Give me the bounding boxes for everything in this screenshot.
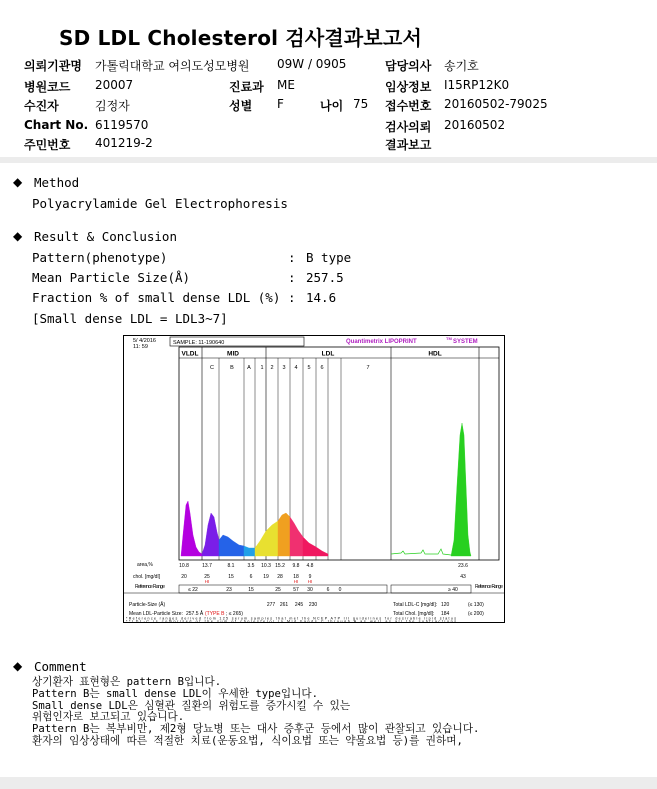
chart-brand-sup: TM <box>446 336 452 341</box>
report-label: 결과보고 <box>385 138 432 152</box>
chart-time: 11: 59 <box>133 344 148 350</box>
chart-ref-value: 57 <box>293 587 299 593</box>
chart-ref-value: 25 <box>275 587 281 593</box>
chart-particle-size: 261 <box>279 602 289 608</box>
patient-value: 김정자 <box>95 99 130 113</box>
report-title: SD LDL Cholesterol 검사결과보고서 <box>59 26 422 50</box>
comment-body <box>32 677 479 748</box>
chart-area-value: 4.8 <box>306 563 314 569</box>
result-label-size: Mean Particle Size(Å) <box>32 270 191 285</box>
chart-hi-flag: HI <box>293 579 299 584</box>
chart-ref-value: 0 <box>338 587 342 593</box>
result-value-pattern: B type <box>306 250 352 265</box>
section-divider <box>0 157 657 163</box>
chart-chol-value: 28 <box>277 574 283 580</box>
chart-chol-value: 19 <box>263 574 269 580</box>
chart-area-value: 10.3 <box>261 563 271 569</box>
sex-value: F <box>277 97 284 111</box>
chart-brand: Quantimetrix LIPOPRINT <box>346 339 417 345</box>
result-label-fraction: Fraction % of small dense LDL (%) <box>32 290 281 305</box>
chart-row-ref-label-right: Reference Range <box>475 584 503 590</box>
chart-chol-value: 25 <box>204 574 210 580</box>
comment-line: Pattern B는 복부비만, 제2형 당뇨병 또는 대사 증후군 등에서 많이 관찰되고 있습니다. <box>32 723 480 736</box>
chart-band-6: 6 <box>320 365 324 371</box>
chart-particle-size: 277 <box>266 602 276 608</box>
chart-total-ldl-label: Total LDL-C [mg/dl]: <box>393 602 438 608</box>
ward-value: 09W / 0905 <box>277 57 347 71</box>
chart-hi-flag: HI <box>204 579 210 584</box>
result-heading: Result & Conclusion <box>34 229 177 244</box>
chart-area-value: 23.6 <box>458 563 468 569</box>
chart-ref-value: 30 <box>307 587 313 593</box>
chart-chol-value: 6 <box>249 574 253 580</box>
dept-value: ME <box>277 78 295 92</box>
chart-mean-size-value: 257.5 Å <box>186 611 204 617</box>
chart-chol-value: 20 <box>181 574 187 580</box>
diamond-bullet-icon: ◆ <box>13 175 23 189</box>
chart-band-1: 1 <box>260 365 264 371</box>
bottom-bar <box>0 777 657 789</box>
chart-group-hdl: HDL <box>428 350 442 358</box>
chart-chol-value: 43 <box>460 574 466 580</box>
chart-mean-size-type: (TYPE B <box>205 611 225 617</box>
chart-area-value: 13.7 <box>202 563 212 569</box>
receipt-label: 접수번호 <box>385 99 432 113</box>
chart-particle-size: 245 <box>294 602 304 608</box>
chart-row-area-label: area,% <box>137 562 153 568</box>
chart-area-value: 9.8 <box>292 563 300 569</box>
diamond-bullet-icon: ◆ <box>13 659 23 673</box>
chart-band-a: A <box>247 365 251 371</box>
hospital-code-label: 병원코드 <box>24 80 71 94</box>
age-label: 나이 <box>320 99 344 113</box>
chart-total-chol-value: 184 <box>441 611 450 617</box>
chart-chol-value: 9 <box>308 574 312 580</box>
age-value: 75 <box>353 97 369 111</box>
result-label-pattern: Pattern(phenotype) <box>32 250 168 265</box>
chart-ref-value: ≤ 22 <box>188 587 198 593</box>
chart-total-ldl-ref: (≤ 130) <box>468 602 484 608</box>
comment-line: 상기환자 표현형은 pattern B입니다. <box>32 676 222 688</box>
receipt-value: 20160502-79025 <box>444 97 548 111</box>
result-sep: : <box>288 290 296 305</box>
diamond-bullet-icon: ◆ <box>13 229 23 243</box>
chart-area-value: 10.8 <box>179 563 189 569</box>
chart-band-7: 7 <box>366 365 370 371</box>
chart-row-ref-label: Reference Range <box>135 584 165 590</box>
comment-line: 환자의 임상상태에 따른 적절한 치료(운동요법, 식이요법 또는 약물요법 등)를 권하며, <box>32 734 463 747</box>
comment-line: Pattern B는 small dense LDL이 우세한 type입니다. <box>32 687 318 700</box>
chart-band-c: C <box>210 365 214 371</box>
chart-total-chol-ref: (≤ 200) <box>468 611 484 617</box>
chart-mean-size-ref: ; ≤ 265) <box>226 611 243 617</box>
method-heading: Method <box>34 175 80 190</box>
chart-footnote-2: **LDL-C is comprised of the sum of cholesterol in Mid bands C through A as well as all the subfractions <box>126 619 456 623</box>
chart-area-ldl2 <box>278 513 290 556</box>
chart-mean-size-label: Mean LDL-Particle Size: <box>129 611 183 617</box>
chart-area-value: 15.2 <box>275 563 285 569</box>
rrn-value: 401219-2 <box>95 136 153 150</box>
chart-no-value: 6119570 <box>95 118 149 132</box>
result-note: [Small dense LDL = LDL3~7] <box>32 311 228 326</box>
comment-line: Small dense LDL은 심혈관 질환의 위험도를 증가시킬 수 있는 <box>32 699 351 712</box>
chart-band-b: B <box>230 365 234 371</box>
clinical-info-value: I15RP12K0 <box>444 78 510 92</box>
lipoprint-chart <box>123 335 505 623</box>
dept-label: 진료과 <box>229 80 264 94</box>
chart-band-4: 4 <box>294 365 298 371</box>
chart-area-value: 3.5 <box>247 563 255 569</box>
chart-date: 5/ 4/2016 <box>133 338 156 344</box>
chart-particle-size: 230 <box>308 602 318 608</box>
chart-group-ldl: LDL <box>321 350 335 358</box>
chart-band-5: 5 <box>307 365 311 371</box>
result-sep: : <box>288 250 296 265</box>
chart-ref-value: 15 <box>248 587 254 593</box>
hospital-code-value: 20007 <box>95 78 134 92</box>
chart-group-mid: MID <box>227 350 239 358</box>
chart-ref-value: 23 <box>226 587 232 593</box>
rrn-label: 주민번호 <box>24 138 71 152</box>
chart-group-vldl: VLDL <box>181 350 199 358</box>
sex-label: 성별 <box>229 99 253 113</box>
request-org-value: 가톨릭대학교 여의도성모병원 <box>95 59 250 73</box>
chart-band-2: 2 <box>270 365 274 371</box>
chart-particle-size-label: Particle-Size (Å) <box>129 602 166 608</box>
chart-hi-flag: HI <box>307 579 313 584</box>
chart-band-3: 3 <box>282 365 286 371</box>
chart-total-chol-label: Total Chol. [mg/dl]: <box>393 611 435 617</box>
test-request-label: 검사의뢰 <box>385 120 432 134</box>
method-text: Polyacrylamide Gel Electrophoresis <box>32 196 288 211</box>
comment-line: 위험인자로 보고되고 있습니다. <box>32 711 185 724</box>
chart-chol-value: 18 <box>293 574 299 580</box>
test-request-value: 20160502 <box>444 118 506 132</box>
chart-total-ldl-value: 120 <box>441 602 450 608</box>
doctor-value: 송기호 <box>444 59 479 73</box>
doctor-label: 담당의사 <box>385 59 432 73</box>
comment-heading: Comment <box>34 659 87 674</box>
chart-area-value: 8.1 <box>227 563 235 569</box>
chart-ref-value: 6 <box>326 587 330 593</box>
chart-no-label: Chart No. <box>24 118 89 132</box>
clinical-info-label: 임상정보 <box>385 80 432 94</box>
chart-ref-value: ≥ 40 <box>448 587 458 593</box>
chart-footnote-1: *Reference ranges derived from 125 serum samples that met the NCEP ATP III guidelines for desirable lipid status <box>126 616 456 621</box>
chart-sample: SAMPLE: 11-190640 <box>173 340 225 346</box>
patient-label: 수진자 <box>24 99 59 113</box>
chart-row-chol-label: chol. [mg/dl] <box>133 574 160 580</box>
request-org-label: 의뢰기관명 <box>24 59 82 73</box>
chart-chol-value: 15 <box>228 574 234 580</box>
result-sep: : <box>288 270 296 285</box>
chart-brand-tail: SYSTEM <box>453 339 478 345</box>
result-value-fraction: 14.6 <box>306 290 337 305</box>
result-value-size: 257.5 <box>306 270 344 285</box>
